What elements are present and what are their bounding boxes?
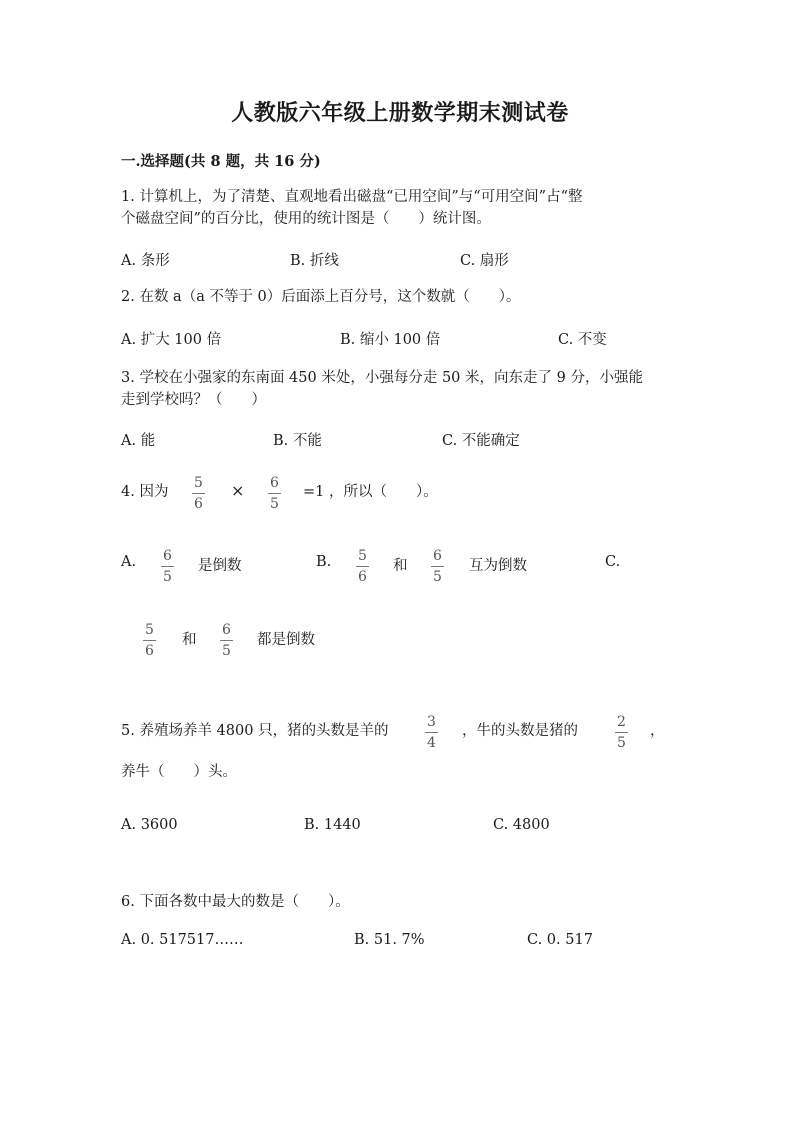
fraction-numerator: 6 <box>161 549 174 567</box>
fraction-2-5 <box>615 715 628 750</box>
fraction-6-5 <box>268 476 281 511</box>
question-5-middle: ，牛的头数是猪的 <box>462 723 578 739</box>
and-word: 和 <box>393 558 408 574</box>
question-4-prefix: 4. 因为 <box>121 484 169 500</box>
times-sign: × <box>231 481 245 500</box>
fraction-numerator: 2 <box>615 715 628 733</box>
question-4-option-b-text: 互为倒数 <box>469 558 527 574</box>
fraction-denominator: 5 <box>433 569 442 585</box>
section-heading: 一.选择题(共 8 题，共 16 分) <box>121 153 321 170</box>
question-4-option-c-label[interactable]: C. <box>605 554 621 570</box>
question-5-prefix: 5. 养殖场养羊 4800 只，猪的头数是羊的 <box>121 723 389 739</box>
fraction-denominator: 5 <box>617 735 626 751</box>
fraction-denominator: 6 <box>358 569 367 585</box>
question-1-line-1: 1. 计算机上，为了清楚、直观地看出磁盘“已用空间”与“可用空间”占“整 <box>121 189 583 205</box>
question-5-option-a[interactable]: A. 3600 <box>121 817 178 833</box>
question-6-option-c[interactable]: C. 0. 517 <box>527 932 593 948</box>
fraction-numerator: 6 <box>268 476 281 494</box>
question-6-option-b[interactable]: B. 51. 7% <box>354 932 425 948</box>
fraction-numerator: 5 <box>192 476 205 494</box>
question-1-option-b[interactable]: B. 折线 <box>290 253 339 269</box>
question-2-option-a[interactable]: A. 扩大 100 倍 <box>121 332 222 348</box>
question-5-line-2: 养牛（ ）头。 <box>121 764 237 780</box>
fraction-5-6 <box>143 623 156 658</box>
fraction-numerator: 5 <box>356 549 369 567</box>
question-3-line-1: 3. 学校在小强家的东南面 450 米处，小强每分走 50 米，向东走了 9 分，小强能 <box>121 370 643 386</box>
question-6-option-a[interactable]: A. 0. 517517…… <box>121 932 244 948</box>
fraction-denominator: 6 <box>145 643 154 659</box>
fraction-5-6 <box>192 476 205 511</box>
fraction-denominator: 5 <box>222 643 231 659</box>
question-2-option-b[interactable]: B. 缩小 100 倍 <box>340 332 441 348</box>
fraction-6-5 <box>431 549 444 584</box>
page-title: 人教版六年级上册数学期末测试卷 <box>231 100 569 126</box>
question-4-option-a-label[interactable]: A. <box>121 554 137 570</box>
fraction-denominator: 4 <box>427 735 436 751</box>
fraction-6-5 <box>220 623 233 658</box>
fraction-numerator: 3 <box>425 715 438 733</box>
and-word: 和 <box>182 632 197 648</box>
question-5-comma: ， <box>650 723 665 739</box>
question-5-option-c[interactable]: C. 4800 <box>493 817 550 833</box>
question-3-line-2: 走到学校吗？（ ） <box>121 392 266 408</box>
question-1-option-a[interactable]: A. 条形 <box>121 253 170 269</box>
fraction-numerator: 5 <box>143 623 156 641</box>
fraction-numerator: 6 <box>220 623 233 641</box>
question-4-option-a-text: 是倒数 <box>198 558 242 574</box>
question-4-option-c-text: 都是倒数 <box>257 632 315 648</box>
question-1-line-2: 个磁盘空间”的百分比，使用的统计图是（ ）统计图。 <box>121 211 491 227</box>
question-6-line-1: 6. 下面各数中最大的数是（ ）。 <box>121 894 350 910</box>
fraction-numerator: 6 <box>431 549 444 567</box>
question-3-option-b[interactable]: B. 不能 <box>273 433 322 449</box>
fraction-5-6 <box>356 549 369 584</box>
question-4-suffix: =1 ，所以（ ）。 <box>303 484 438 500</box>
question-2-option-c[interactable]: C. 不变 <box>558 332 607 348</box>
fraction-denominator: 5 <box>163 569 172 585</box>
question-3-option-c[interactable]: C. 不能确定 <box>442 433 520 449</box>
question-4-option-b-label[interactable]: B. <box>316 554 332 570</box>
question-3-option-a[interactable]: A. 能 <box>121 433 156 449</box>
fraction-3-4 <box>425 715 438 750</box>
question-5-option-b[interactable]: B. 1440 <box>304 817 361 833</box>
fraction-denominator: 6 <box>194 496 203 512</box>
fraction-6-5 <box>161 549 174 584</box>
question-1-option-c[interactable]: C. 扇形 <box>460 253 509 269</box>
question-2-line-1: 2. 在数 a（a 不等于 0）后面添上百分号，这个数就（ ）。 <box>121 289 521 305</box>
fraction-denominator: 5 <box>270 496 279 512</box>
